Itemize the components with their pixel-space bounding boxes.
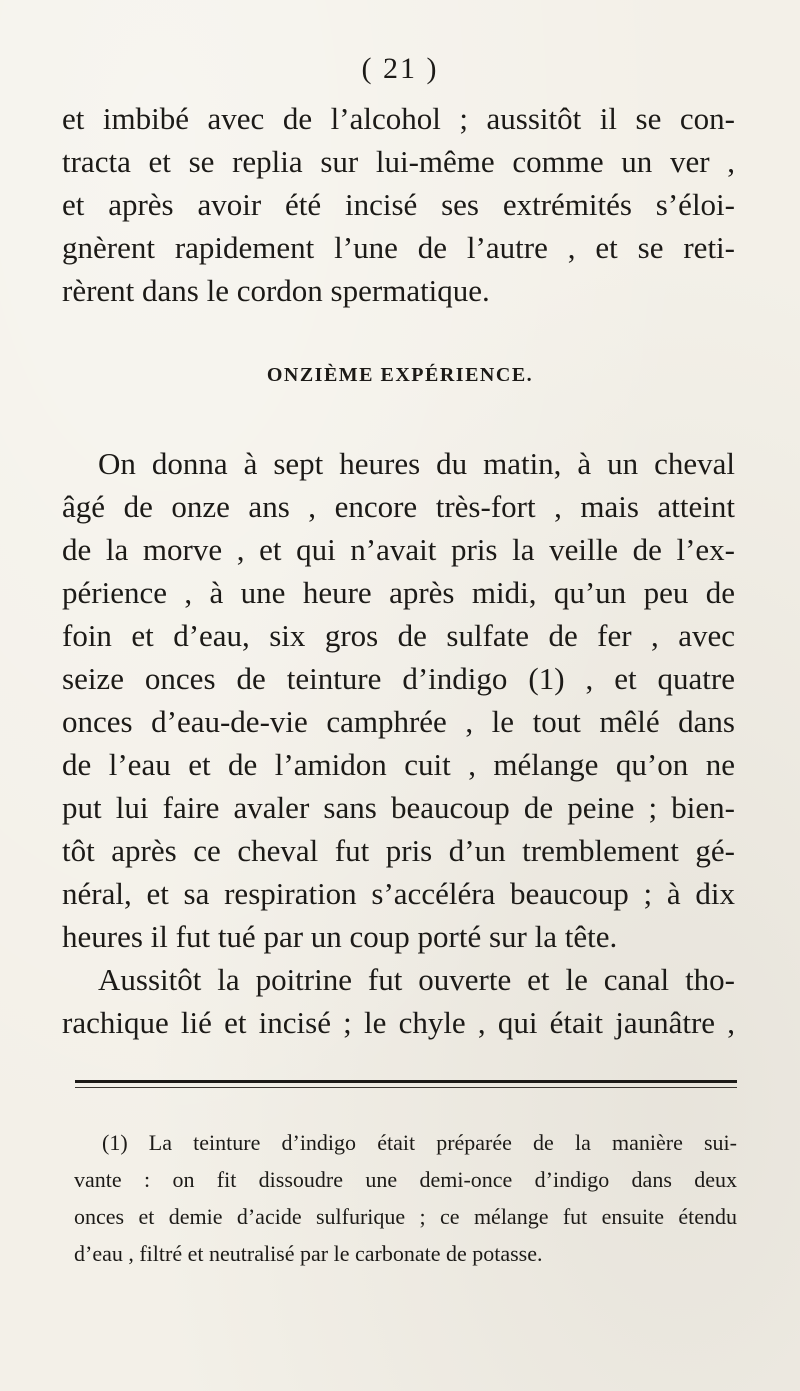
footnote-rule <box>75 1080 737 1083</box>
paragraph-continued <box>62 97 735 312</box>
footnote-line: onces et demie d’acide sulfurique ; ce mélange fut ensuite étendu <box>74 1204 737 1229</box>
text-line: tracta et se replia sur lui-même comme un ver , <box>62 144 735 179</box>
text-line: de l’eau et de l’amidon cuit , mélange qu’on ne <box>62 747 735 782</box>
footnote-rule-thin <box>75 1087 737 1088</box>
text-line: âgé de onze ans , encore très-fort , mais atteint <box>62 489 735 524</box>
text-line: put lui faire avaler sans beaucoup de peine ; bien- <box>62 790 735 825</box>
text-line: Aussitôt la poitrine fut ouverte et le canal tho- <box>98 962 735 997</box>
text-line: onces d’eau-de-vie camphrée , le tout mêlé dans <box>62 704 735 739</box>
text-line: et après avoir été incisé ses extrémités s’éloi- <box>62 187 735 222</box>
footnote-line: vante : on fit dissoudre une demi-once d’indigo dans deux <box>74 1167 737 1192</box>
footnote <box>74 1124 737 1272</box>
text-line: foin et d’eau, six gros de sulfate de fer , avec <box>62 618 735 653</box>
text-line: néral, et sa respiration s’accéléra beaucoup ; à dix <box>62 876 735 911</box>
text-line: périence , à une heure après midi, qu’un peu de <box>62 575 735 610</box>
text-line: rèrent dans le cordon spermatique. <box>62 273 490 308</box>
footnote-line: (1) La teinture d’indigo était préparée de la manière sui- <box>102 1130 737 1155</box>
text-line: de la morve , et qui n’avait pris la veille de l’ex- <box>62 532 735 567</box>
section-heading: ONZIÈME EXPÉRIENCE. <box>266 364 534 386</box>
text-line: et imbibé avec de l’alcohol ; aussitôt il se con- <box>62 101 735 136</box>
text-line: On donna à sept heures du matin, à un cheval <box>98 446 735 481</box>
experiment-paragraph <box>62 442 735 1044</box>
text-line: rachique lié et incisé ; le chyle , qui était jaunâtre , <box>62 1005 735 1040</box>
text-line: heures il fut tué par un coup porté sur la tête. <box>62 919 618 954</box>
footnote-line: d’eau , filtré et neutralisé par le carbonate de potasse. <box>74 1241 543 1266</box>
text-line: gnèrent rapidement l’une de l’autre , et se reti- <box>62 230 735 265</box>
text-line: tôt après ce cheval fut pris d’un tremblement gé- <box>62 833 735 868</box>
text-line: seize onces de teinture d’indigo (1) , et quatre <box>62 661 735 696</box>
page-number: ( 21 ) <box>361 52 439 85</box>
